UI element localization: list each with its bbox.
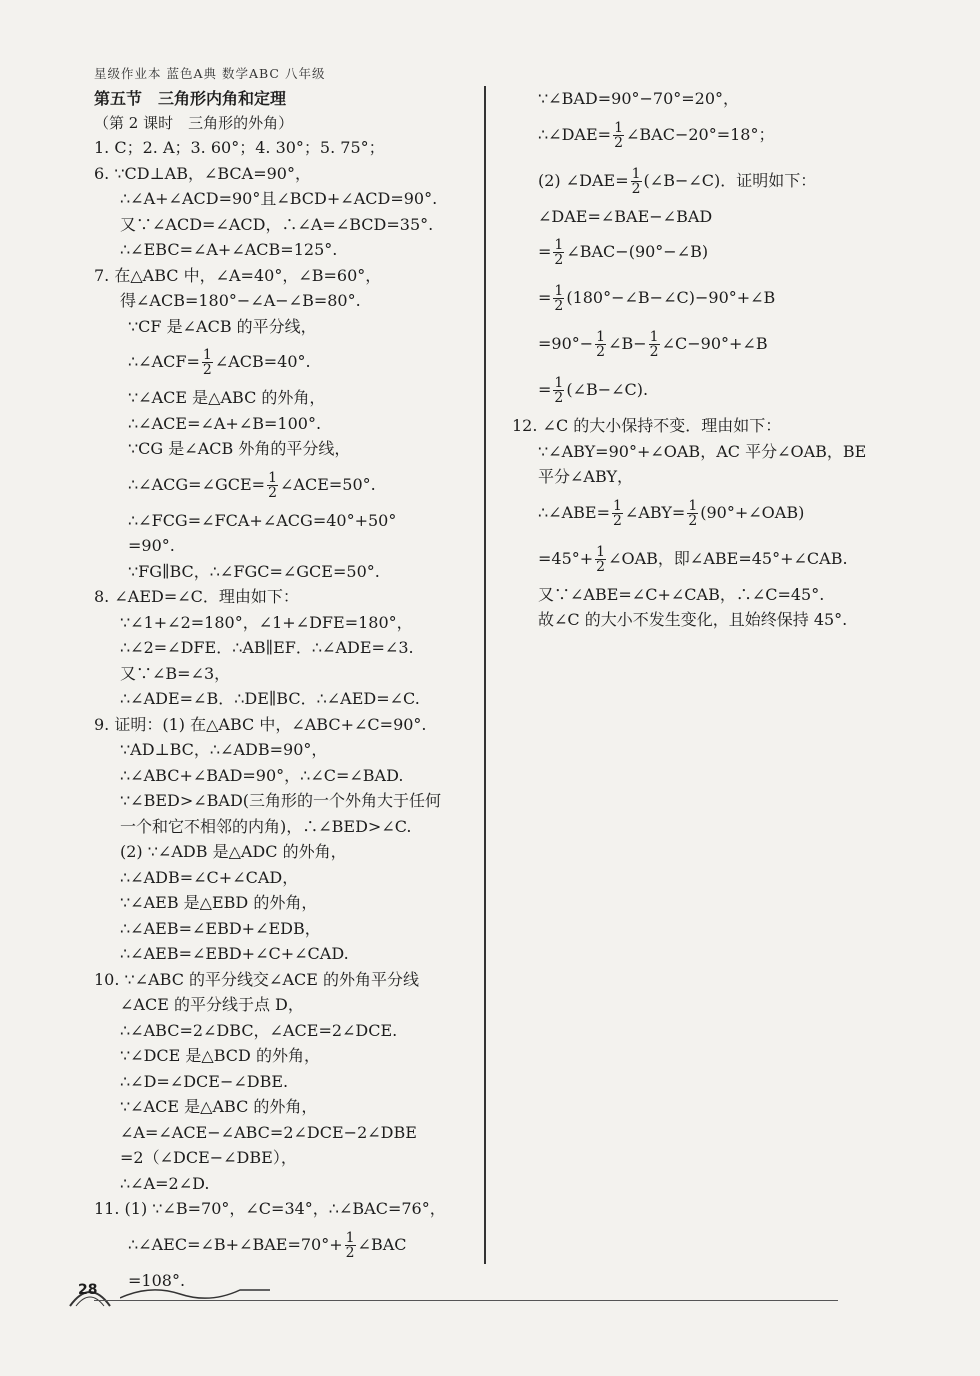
- answer-line: =90°− $\frac{1}{2}$ ∠B− $\frac{1}{2}$ ∠C−90°+∠B: [538, 329, 768, 360]
- answer-line: =2（∠DCE−∠DBE），: [120, 1148, 297, 1167]
- answer-line: ∴∠A=2∠D.: [120, 1173, 210, 1193]
- answer-line: ∴∠EBC=∠A+∠ACB=125°.: [120, 240, 338, 259]
- answer-line: ∵∠DCE 是△BCD 的外角，: [120, 1046, 320, 1065]
- answer-line: 又∵∠ACD=∠ACD，∴∠A=∠BCD=35°.: [120, 214, 434, 234]
- answer-7: 7. 在△ABC 中，∠A=40°，∠B=60°，: [94, 265, 382, 285]
- answer-line: ∴∠AEC=∠B+∠BAE=70°+ $\frac{1}{2}$ ∠BAC: [128, 1229, 407, 1261]
- answer-line: ∵AD⊥BC，∴∠ADB=90°，: [120, 740, 328, 759]
- answer-line: ∵∠AEB 是△EBD 的外角，: [120, 893, 318, 912]
- fraction-half: $\frac{1}{2}$: [345, 1229, 355, 1261]
- fraction-half: $\frac{1}{2}$: [649, 329, 659, 360]
- answer-line: 平分∠ABY，: [538, 467, 634, 486]
- answer-8: 8. ∠AED=∠C．理由如下：: [94, 587, 299, 606]
- answer-line: ∵∠ACE 是△ABC 的外角，: [128, 388, 326, 407]
- right-column: [512, 86, 912, 633]
- answer-line: ∵∠1+∠2=180°，∠1+∠DFE=180°，: [120, 612, 413, 632]
- answer-line: ∴∠FCG=∠FCA+∠ACG=40°+50°: [128, 510, 397, 530]
- answer-line: 一个和它不相邻的内角)，∴∠BED>∠C.: [120, 816, 412, 836]
- answer-line: ∠DAE=∠BAE−∠BAD: [538, 206, 713, 226]
- fraction-half: $\frac{1}{2}$: [202, 347, 212, 378]
- answer-line: ∵FG∥BC，∴∠FGC=∠GCE=50°.: [128, 561, 380, 581]
- answer-line: ∵CG 是∠ACB 外角的平分线，: [128, 439, 351, 458]
- footer-rule: [94, 1300, 838, 1301]
- section-title: 第五节 三角形内角和定理: [94, 89, 287, 108]
- answer-line: ∵∠BAD=90°−70°=20°，: [538, 89, 740, 108]
- answer-line: ∴∠ABC+∠BAD=90°，∴∠C=∠BAD.: [120, 765, 404, 785]
- answer-line: = $\frac{1}{2}$ (180°−∠B−∠C)−90°+∠B: [538, 283, 776, 314]
- answer-line: ∴∠AEB=∠EBD+∠C+∠CAD.: [120, 944, 349, 963]
- answer-line: (2) ∵∠ADB 是△ADC 的外角，: [120, 842, 347, 861]
- answer-line: (2) ∠DAE= $\frac{1}{2}$ (∠B−∠C)．证明如下：: [538, 165, 817, 197]
- fraction-half: $\frac{1}{2}$: [631, 165, 641, 197]
- answer-line: ∵∠BED>∠BAD(三角形的一个外角大于任何: [120, 791, 442, 810]
- answer-9: 9. 证明：(1) 在△ABC 中，∠ABC+∠C=90°.: [94, 714, 427, 734]
- answer-10: 10. ∵∠ABC 的平分线交∠ACE 的外角平分线: [94, 969, 420, 989]
- answer-line: =45°+ $\frac{1}{2}$ ∠OAB，即∠ABE=45°+∠CAB.: [538, 543, 848, 575]
- footer-swirl-ornament: [120, 1280, 270, 1302]
- answer-line: 又∵∠B=∠3，: [120, 663, 231, 683]
- answer-11: 11. (1) ∵∠B=70°，∠C=34°，∴∠BAC=76°，: [94, 1199, 446, 1218]
- answer-line: ∴∠ABC=2∠DBC，∠ACE=2∠DCE.: [120, 1020, 398, 1040]
- running-header: 星级作业本 蓝色A典 数学ABC 八年级: [94, 66, 326, 81]
- fraction-half: $\frac{1}{2}$: [688, 497, 698, 529]
- answer-line: ∵∠ACE 是△ABC 的外角，: [120, 1097, 318, 1116]
- answer-line: ∠A=∠ACE−∠ABC=2∠DCE−2∠DBE: [120, 1122, 417, 1142]
- answer-6: 6. ∵CD⊥AB，∠BCA=90°，: [94, 163, 311, 183]
- answer-line: ∵∠ABY=90°+∠OAB，AC 平分∠OAB，BE: [538, 441, 867, 461]
- answer-line: ∴∠A+∠ACD=90°且∠BCD+∠ACD=90°.: [120, 189, 438, 208]
- answer-12: 12. ∠C 的大小保持不变．理由如下：: [512, 416, 782, 435]
- answer-line: =108°.: [128, 1270, 186, 1290]
- answer-line: ∴∠ACG=∠GCE= $\frac{1}{2}$ ∠ACE=50°.: [128, 469, 376, 501]
- answer-line: = $\frac{1}{2}$ (∠B−∠C).: [538, 375, 649, 406]
- fraction-half: $\frac{1}{2}$: [614, 119, 623, 151]
- answer-line: = $\frac{1}{2}$ ∠BAC−(90°−∠B): [538, 237, 709, 268]
- answer-1-5: 1. C；2. A；3. 60°；4. 30°；5. 75°；: [94, 138, 385, 157]
- fraction-half: $\frac{1}{2}$: [612, 497, 622, 529]
- section-subtitle: （第 2 课时 三角形的外角）: [94, 114, 294, 132]
- answer-line: ∴∠AEB=∠EBD+∠EDB，: [120, 918, 321, 938]
- fraction-half: $\frac{1}{2}$: [554, 283, 564, 314]
- fraction-half: $\frac{1}{2}$: [268, 469, 278, 501]
- fraction-half: $\frac{1}{2}$: [554, 375, 564, 406]
- page-number: 28: [78, 1282, 98, 1298]
- answer-line: ∴∠DAE= $\frac{1}{2}$ ∠BAC−20°=18°；: [538, 119, 775, 151]
- answer-line: 又∵∠ABE=∠C+∠CAB，∴∠C=45°.: [538, 584, 825, 604]
- fraction-half: $\frac{1}{2}$: [554, 237, 564, 268]
- answer-line: ∠ACE 的平分线于点 D，: [120, 995, 304, 1014]
- answer-line: ∴∠2=∠DFE．∴AB∥EF．∴∠ADE=∠3.: [120, 638, 414, 657]
- answer-line: ∴∠D=∠DCE−∠DBE.: [120, 1071, 289, 1091]
- answer-line: =90°.: [128, 536, 175, 555]
- answer-line: ∴∠ADE=∠B．∴DE∥BC．∴∠AED=∠C.: [120, 689, 420, 708]
- left-column: [94, 86, 474, 1293]
- answer-line: ∴∠ABE= $\frac{1}{2}$ ∠ABY= $\frac{1}{2}$ (90°+∠OAB): [538, 497, 805, 529]
- answer-line: 故∠C 的大小不发生变化，且始终保持 45°.: [538, 610, 848, 629]
- fraction-half: $\frac{1}{2}$: [596, 543, 606, 575]
- column-divider: [484, 86, 486, 1264]
- answer-line: ∴∠ACE=∠A+∠B=100°.: [128, 413, 322, 433]
- answer-line: ∴∠ADB=∠C+∠CAD，: [120, 867, 299, 887]
- fraction-half: $\frac{1}{2}$: [596, 329, 606, 360]
- answer-line: 得∠ACB=180°−∠A−∠B=80°.: [120, 291, 361, 310]
- answer-line: ∵CF 是∠ACB 的平分线，: [128, 316, 317, 336]
- answer-line: ∴∠ACF= $\frac{1}{2}$ ∠ACB=40°.: [128, 347, 311, 378]
